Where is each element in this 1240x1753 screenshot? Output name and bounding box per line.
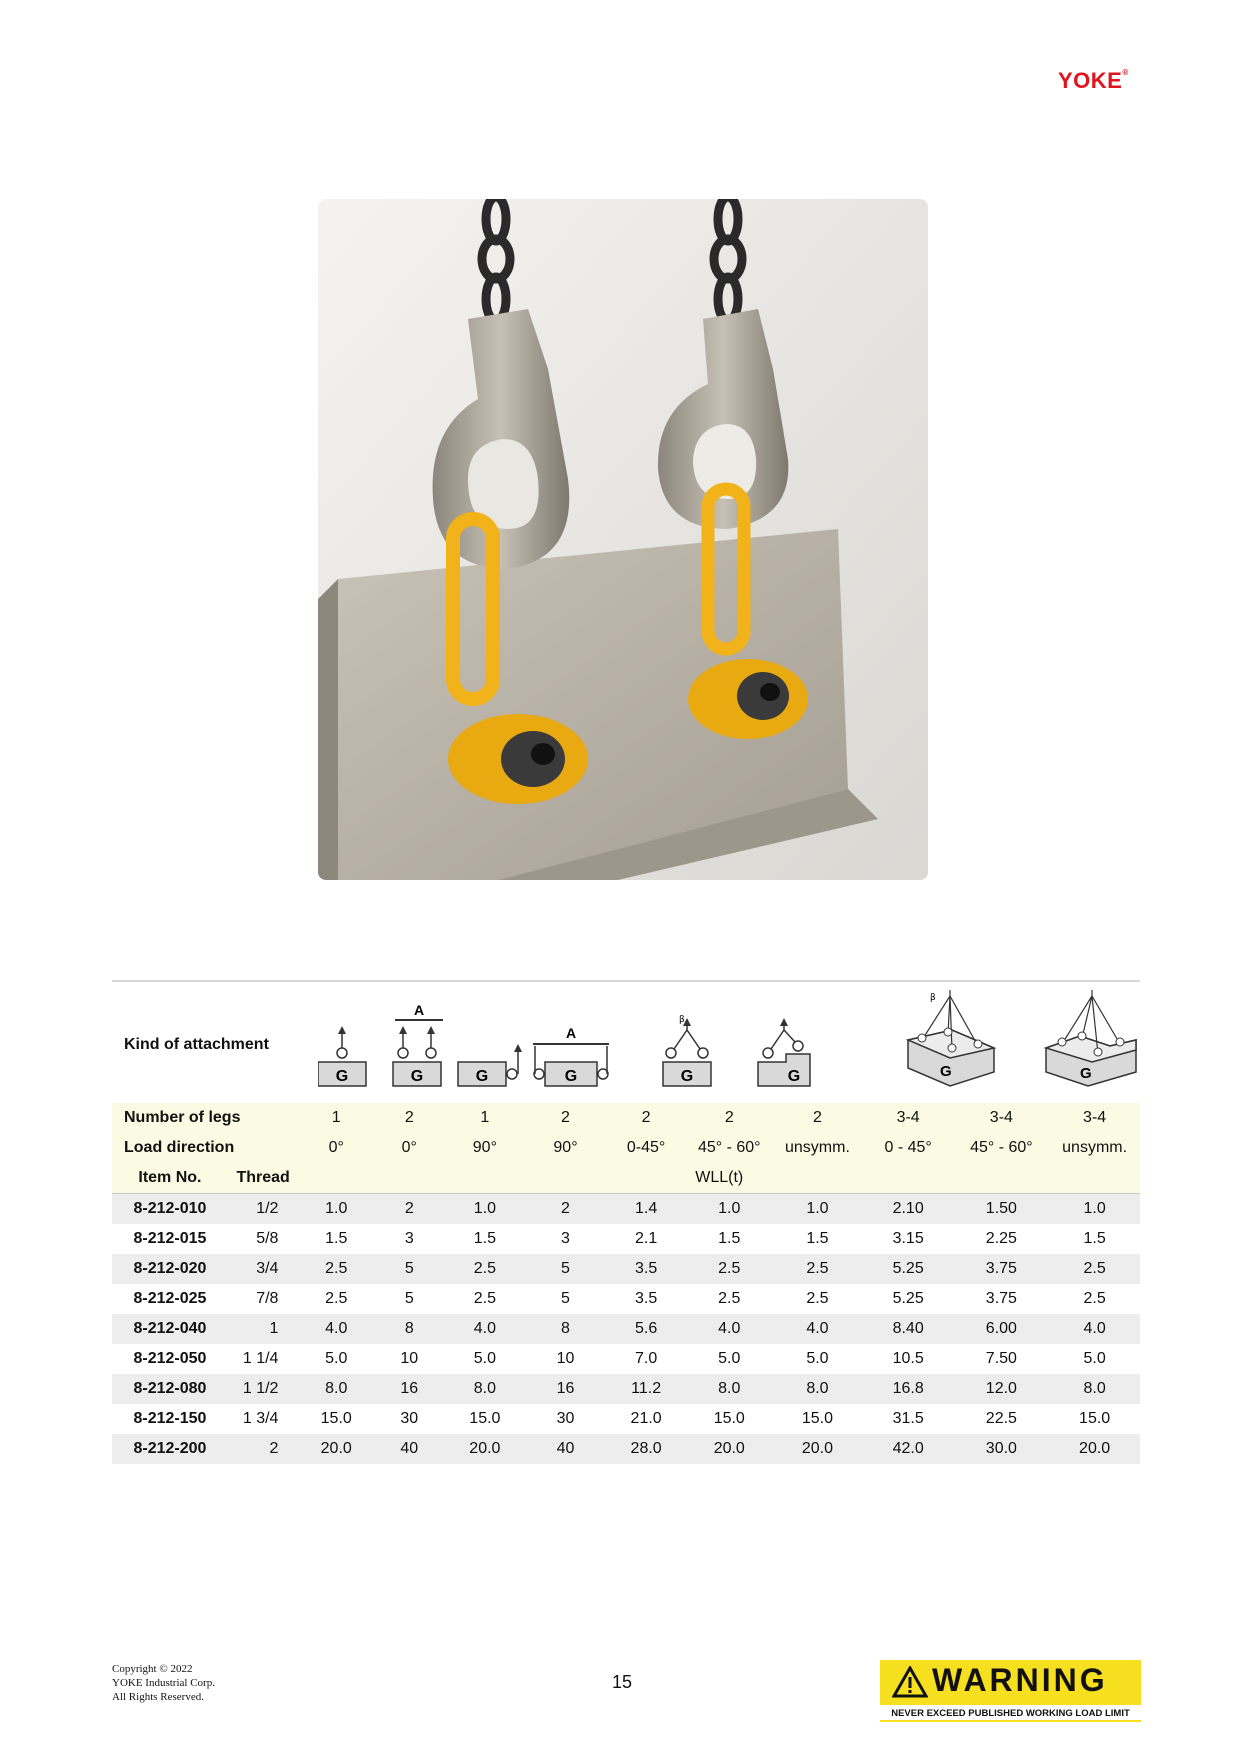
wll-value: 2.1: [606, 1224, 687, 1254]
wll-value: 22.5: [954, 1404, 1050, 1434]
wll-value: 1.5: [298, 1224, 374, 1254]
wll-value: 1.5: [445, 1224, 526, 1254]
wll-value: 1.0: [445, 1194, 526, 1225]
two-leg-angle-icon: [663, 1015, 711, 1086]
wll-value: 4.0: [298, 1314, 374, 1344]
wll-value: 5.0: [772, 1344, 863, 1374]
wll-value: 4.0: [445, 1314, 526, 1344]
wll-value: 1.5: [1049, 1224, 1140, 1254]
warning-label: [880, 1660, 1141, 1722]
wll-value: 1.5: [772, 1224, 863, 1254]
wll-value: 3.75: [954, 1284, 1050, 1314]
item-number: 8-212-015: [112, 1224, 228, 1254]
wll-value: 2: [374, 1194, 445, 1225]
attachment-label: Kind of attachment: [124, 1036, 269, 1053]
wll-value: 15.0: [298, 1404, 374, 1434]
item-number: 8-212-025: [112, 1284, 228, 1314]
wll-value: 3.5: [606, 1254, 687, 1284]
table-row: [112, 1254, 1140, 1284]
two-leg-vertical-icon: [393, 1002, 443, 1086]
wll-value: 8.0: [445, 1374, 526, 1404]
svg-text:G: G: [1080, 1065, 1092, 1082]
svg-text:G: G: [410, 1068, 424, 1085]
svg-text:G: G: [787, 1068, 801, 1085]
table-row: [112, 1314, 1140, 1344]
wll-value: 8.0: [686, 1374, 772, 1404]
wll-value: 5.0: [445, 1344, 526, 1374]
wll-value: 2: [525, 1194, 606, 1225]
wll-value: 16.8: [863, 1374, 954, 1404]
table-row: [112, 1404, 1140, 1434]
thread-size: 2: [228, 1434, 299, 1464]
warning-triangle-icon: [892, 1666, 928, 1698]
four-leg-unsymmetric-icon: [1046, 990, 1136, 1086]
direction-row: Load direction 0° 0° 90° 90° 0-45° 45° - 60° unsymm. 0 - 45° 45° - 60° unsymm.: [112, 1133, 1140, 1163]
wll-value: 3.75: [954, 1254, 1050, 1284]
wll-value: 8: [525, 1314, 606, 1344]
wll-value: 7.0: [606, 1344, 687, 1374]
svg-text:A: A: [565, 1025, 577, 1041]
attachment-icons-left: [318, 990, 858, 1095]
column-header-row: [112, 1163, 1140, 1194]
svg-text:G: G: [940, 1063, 952, 1080]
wll-value: 5: [374, 1284, 445, 1314]
item-number: 8-212-200: [112, 1434, 228, 1464]
wll-value: 2.5: [445, 1284, 526, 1314]
table-row: [112, 1374, 1140, 1404]
wll-value: 5.0: [1049, 1344, 1140, 1374]
wll-value: 8.0: [298, 1374, 374, 1404]
item-number: 8-212-080: [112, 1374, 228, 1404]
thread-size: 3/4: [228, 1254, 299, 1284]
wll-value: 30.0: [954, 1434, 1050, 1464]
wll-value: 40: [374, 1434, 445, 1464]
wll-value: 6.00: [954, 1314, 1050, 1344]
product-photo: [318, 199, 928, 880]
wll-value: 2.25: [954, 1224, 1050, 1254]
wll-value: 20.0: [772, 1434, 863, 1464]
wll-value: 8.40: [863, 1314, 954, 1344]
table-row: [112, 1224, 1140, 1254]
wll-value: 4.0: [772, 1314, 863, 1344]
wll-value: 3: [525, 1224, 606, 1254]
page-number: 15: [612, 1672, 633, 1692]
item-number: 8-212-150: [112, 1404, 228, 1434]
thread-size: 1 3/4: [228, 1404, 299, 1434]
wll-value: 40: [525, 1434, 606, 1464]
wll-value: 16: [374, 1374, 445, 1404]
table-row: [112, 1194, 1140, 1225]
wll-value: 15.0: [1049, 1404, 1140, 1434]
thread-size: 1: [228, 1314, 299, 1344]
wll-value: 2.5: [772, 1254, 863, 1284]
table-row: [112, 1344, 1140, 1374]
wll-table: [112, 1103, 1140, 1464]
svg-text:β: β: [930, 993, 936, 1003]
svg-text:G: G: [680, 1068, 694, 1085]
two-leg-side-pull-icon: [533, 1025, 609, 1086]
attachment-icons-right: [900, 990, 1140, 1095]
single-leg-side-pull-icon: [458, 1044, 522, 1086]
wll-value: 8.0: [1049, 1374, 1140, 1404]
thread-size: 1 1/4: [228, 1344, 299, 1374]
svg-text:G: G: [564, 1068, 578, 1085]
wll-value: 5.6: [606, 1314, 687, 1344]
table-row: [112, 1434, 1140, 1464]
wll-value: 1.0: [298, 1194, 374, 1225]
wll-value: 31.5: [863, 1404, 954, 1434]
wll-value: 15.0: [686, 1404, 772, 1434]
warning-title: WARNING: [932, 1662, 1108, 1698]
warning-subtitle: NEVER EXCEED PUBLISHED WORKING LOAD LIMIT: [880, 1705, 1141, 1720]
legs-label: Number of legs: [112, 1103, 298, 1133]
wll-value: 1.4: [606, 1194, 687, 1225]
thread-header: Thread: [228, 1163, 299, 1194]
wll-value: 3: [374, 1224, 445, 1254]
wll-value: 1.0: [1049, 1194, 1140, 1225]
wll-value: 16: [525, 1374, 606, 1404]
thread-size: 1/2: [228, 1194, 299, 1225]
item-number: 8-212-020: [112, 1254, 228, 1284]
wll-value: 30: [374, 1404, 445, 1434]
direction-label: Load direction: [112, 1133, 298, 1163]
item-number: 8-212-050: [112, 1344, 228, 1374]
thread-size: 7/8: [228, 1284, 299, 1314]
thread-size: 5/8: [228, 1224, 299, 1254]
copyright: Copyright © 2022 YOKE Industrial Corp. All Rights Reserved.: [112, 1663, 215, 1703]
wll-value: 5: [525, 1254, 606, 1284]
wll-value: 3.5: [606, 1284, 687, 1314]
wll-value: 1.5: [686, 1224, 772, 1254]
svg-text:β: β: [679, 1015, 685, 1025]
wll-value: 5.0: [686, 1344, 772, 1374]
wll-value: 20.0: [298, 1434, 374, 1464]
wll-value: 1.50: [954, 1194, 1050, 1225]
wll-value: 5.25: [863, 1284, 954, 1314]
table-row: [112, 1284, 1140, 1314]
wll-value: 2.5: [1049, 1284, 1140, 1314]
wll-value: 28.0: [606, 1434, 687, 1464]
wll-value: 20.0: [1049, 1434, 1140, 1464]
wll-value: 15.0: [445, 1404, 526, 1434]
wll-value: 21.0: [606, 1404, 687, 1434]
wll-value: 11.2: [606, 1374, 687, 1404]
wll-header: WLL(t): [298, 1163, 1140, 1194]
wll-value: 7.50: [954, 1344, 1050, 1374]
wll-value: 4.0: [686, 1314, 772, 1344]
svg-text:A: A: [413, 1002, 425, 1018]
wll-value: 20.0: [686, 1434, 772, 1464]
item-no-header: Item No.: [112, 1163, 228, 1194]
single-leg-vertical-icon: [318, 1026, 366, 1086]
wll-value: 12.0: [954, 1374, 1050, 1404]
section-divider: [112, 980, 1140, 982]
wll-value: 5.25: [863, 1254, 954, 1284]
four-leg-angle-icon: [908, 990, 994, 1086]
wll-value: 5: [525, 1284, 606, 1314]
wll-value: 10.5: [863, 1344, 954, 1374]
svg-text:G: G: [475, 1068, 489, 1085]
wll-value: 2.5: [686, 1284, 772, 1314]
wll-value: 2.5: [298, 1284, 374, 1314]
svg-text:G: G: [335, 1068, 349, 1085]
wll-value: 20.0: [445, 1434, 526, 1464]
thread-size: 1 1/2: [228, 1374, 299, 1404]
wll-value: 8.0: [772, 1374, 863, 1404]
wll-value: 10: [525, 1344, 606, 1374]
legs-row: Number of legs 1 2 1 2 2 2 2 3-4 3-4 3-4: [112, 1103, 1140, 1133]
yoke-logo: YOKE®: [1058, 68, 1129, 93]
wll-value: 42.0: [863, 1434, 954, 1464]
item-number: 8-212-010: [112, 1194, 228, 1225]
wll-value: 1.0: [686, 1194, 772, 1225]
wll-value: 2.5: [1049, 1254, 1140, 1284]
wll-value: 1.0: [772, 1194, 863, 1225]
wll-value: 2.5: [686, 1254, 772, 1284]
wll-value: 5.0: [298, 1344, 374, 1374]
wll-value: 4.0: [1049, 1314, 1140, 1344]
wll-value: 30: [525, 1404, 606, 1434]
wll-value: 10: [374, 1344, 445, 1374]
wll-value: 2.5: [445, 1254, 526, 1284]
wll-value: 2.5: [298, 1254, 374, 1284]
wll-value: 15.0: [772, 1404, 863, 1434]
wll-value: 5: [374, 1254, 445, 1284]
wll-value: 2.10: [863, 1194, 954, 1225]
two-leg-unsymmetric-icon: [758, 1018, 810, 1086]
wll-value: 8: [374, 1314, 445, 1344]
wll-value: 3.15: [863, 1224, 954, 1254]
wll-value: 2.5: [772, 1284, 863, 1314]
item-number: 8-212-040: [112, 1314, 228, 1344]
